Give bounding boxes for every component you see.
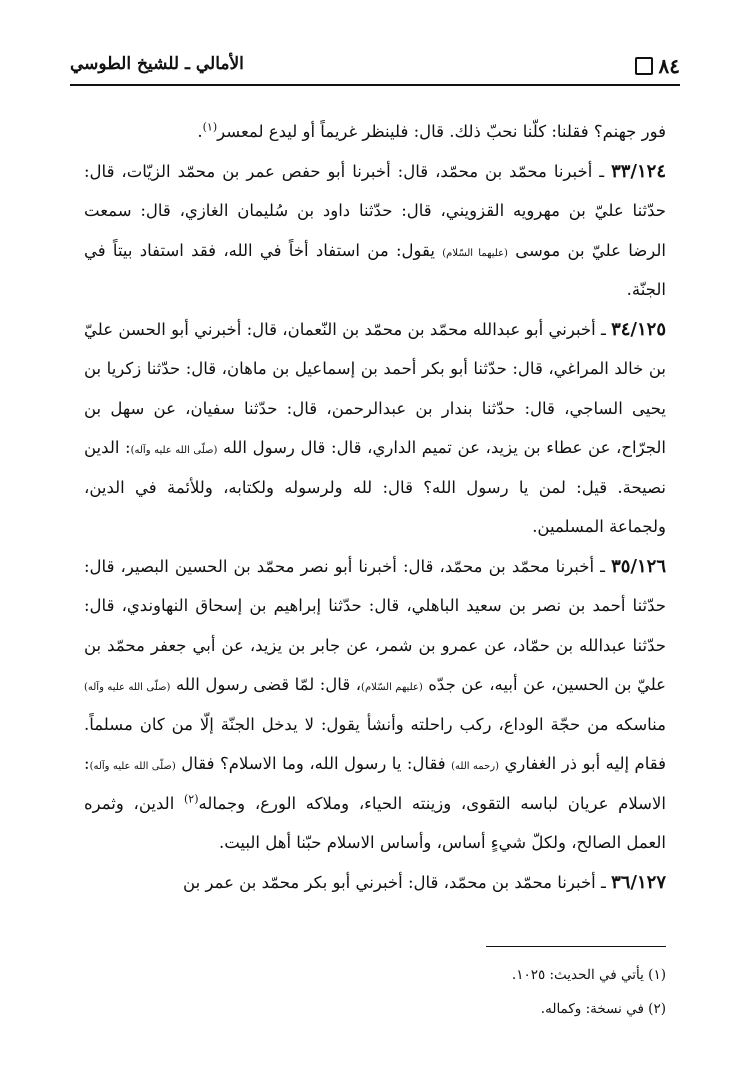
hadith-number: ٣٥/١٢٦ [611,555,666,577]
main-text [84,112,666,902]
hadith-paragraph: ٣٥/١٢٦ ـ أخبرنا محمّد بن محمّد، قال: أخبرنا أبو نصر محمّد بن الحسين البصير، قال: حدّثنا أحمد بن نصر بن سعيد الباهلي، قال: حدّثنا إبراهيم بن إسحاق النهاوندي، قال: حدّثنا عبدالله بن حمّاد، عن عمرو بن شمر، عن جابر بن يزيد، عن أبي جعفر محمّد بن عليّ بن الحسين، عن أبيه، عن جدّه (عليهم السّلام)، قال: لمّا قضى رسول الله (صلّى الله عليه وآله) مناسكه من حجّة الوداع، ركب راحلته وأنشأ يقول: لا يدخل الجنّة إلّا من كان مسلماً. فقام إليه أبو ذر الغفاري (رحمه الله) فقال: يا رسول الله، وما الاسلام؟ فقال (صلّى الله عليه وآله): الاسلام عريان لباسه التقوى، وزينته الحياء، وملاكه الورع، وجماله$^{(٢)}$ الدين، وثمره العمل الصالح، ولكلّ شيءٍ أساس، وأساس الاسلام حبّنا أهل البيت. [84,555,667,852]
footnote-divider [486,946,666,947]
hadith-paragraph: ٣٦/١٢٧ ـ أخبرنا محمّد بن محمّد، قال: أخبرني أبو بكر محمّد بن عمر بن [183,871,666,893]
footnotes [84,958,666,1026]
page-number-text: ٨٤ [658,54,680,78]
hadith-paragraph: ٣٣/١٢٤ ـ أخبرنا محمّد بن محمّد، قال: أخبرنا أبو حفص عمر بن محمّد الزيّات، قال: حدّثنا عليّ بن مهرويه القزويني، قال: حدّثنا داود بن سُليمان الغازي، قال: سمعت الرضا عليّ بن موسى (عليهما السّلام) يقول: من استفاد أخاً في الله، فقد استفاد بيتاً في الجنّة. [84,160,666,299]
footnote-1: (١) يأتي في الحديث: ١٠٢٥. [511,967,666,983]
paragraph: فور جهنم؟ فقلنا: كلّنا نحبّ ذلك. قال: فلينظر غريماً أو ليدع لمعسر$^{(١)}$. [197,120,666,141]
hadith-number: ٣٦/١٢٧ [611,871,666,893]
square-ornament-icon [635,57,653,75]
page-number [635,54,680,78]
hadith-paragraph: ٣٤/١٢٥ ـ أخبرني أبو عبدالله محمّد بن محمّد بن النّعمان، قال: أخبرني أبو الحسن عليّ بن خالد المراغي، قال: حدّثنا أبو بكر أحمد بن إسماعيل بن ماهان، قال: حدّثنا زكريا بن يحيى الساجي، قال: حدّثنا بندار بن عبدالرحمن، قال: حدّثنا سفيان، عن سهل بن الجرّاح، عن عطاء بن يزيد، عن تميم الداري، قال: قال رسول الله (صلّى الله عليه وآله): الدين نصيحة. قيل: لمن يا رسول الله؟ قال: لله ولرسوله ولكتابه، وللأئمة في الدين، ولجماعة المسلمين. [84,318,667,536]
footnote-ref[interactable]: (٢) [184,792,199,805]
hadith-number: ٣٤/١٢٥ [611,318,667,340]
running-title: الأمالي ـ للشيخ الطوسي [70,54,244,74]
footnote-ref[interactable]: (١) [202,120,218,134]
page-header [70,44,680,86]
footnote-2: (٢) في نسخة: وكماله. [540,1001,666,1017]
hadith-number: ٣٣/١٢٤ [611,160,666,182]
